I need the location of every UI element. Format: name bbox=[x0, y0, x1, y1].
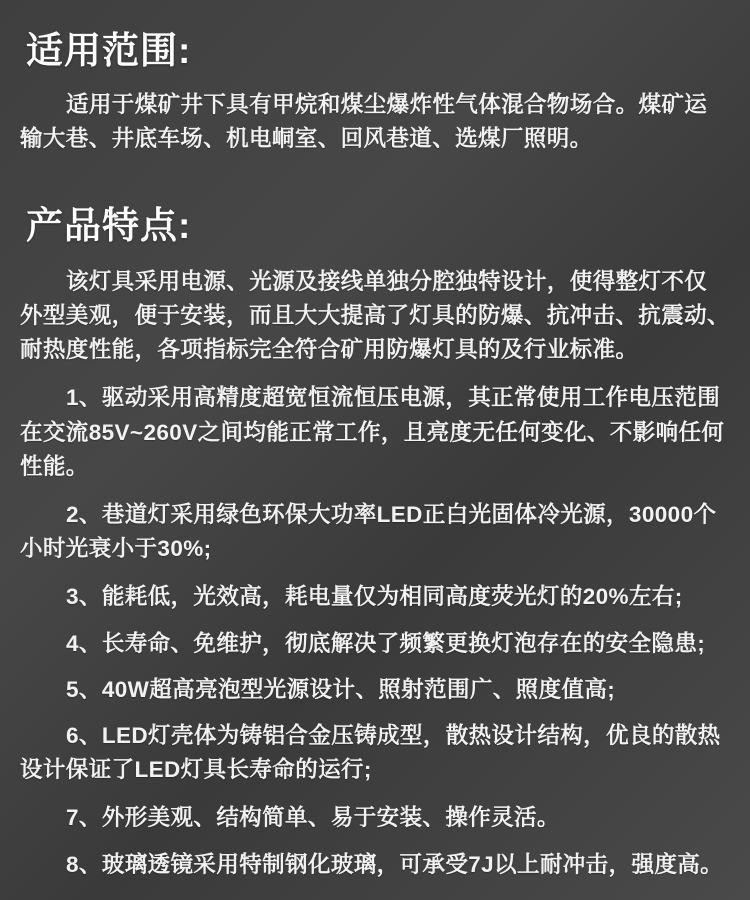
feature-item: 6、LED灯壳体为铸铝合金压铸成型，散热设计结构，优良的散热设计保证了LED灯具长寿命的运行; bbox=[20, 722, 721, 783]
feature-item: 4、长寿命、免维护，彻底解决了频繁更换灯泡存在的安全隐患; bbox=[66, 630, 706, 656]
feature-item: 2、巷道灯采用绿色环保大功率LED正白光固体冷光源，30000个小时光衰小于30%; bbox=[20, 502, 717, 562]
feature-item: 1、驱动采用高精度超宽恒流恒压电源，其正常使用工作电压范围在交流85V~260V之间均能正常工作，且亮度无任何变化、不影响任何性能。 bbox=[20, 385, 725, 479]
feature-item: 7、外形美观、结构简单、易于安装、操作灵活。 bbox=[66, 805, 560, 831]
section-features bbox=[14, 203, 736, 882]
section-scope-body bbox=[14, 88, 736, 156]
paragraph: 适用于煤矿井下具有甲烷和煤尘爆炸性气体混合物场合。煤矿运输大巷、井底车场、机电峒室、回风巷道、选煤厂照明。 bbox=[20, 92, 708, 152]
section-features-body bbox=[14, 265, 736, 882]
feature-item: 3、能耗低，光效高，耗电量仅为相同高度荧光灯的20%左右; bbox=[66, 584, 683, 610]
paragraph: 该灯具采用电源、光源及接线单独分腔独特设计，使得整灯不仅外型美观，便于安装，而且大大提高了灯具的防爆、抗冲击、抗震动、耐热度性能，各项指标完全符合矿用防爆灯具的及行业标准。 bbox=[20, 268, 730, 363]
feature-item: 5、40W超高亮泡型光源设计、照射范围广、照度值高; bbox=[66, 676, 616, 702]
section-scope bbox=[14, 28, 736, 157]
section-title-scope: 适用范围: bbox=[26, 30, 192, 71]
section-title-features: 产品特点: bbox=[26, 204, 192, 246]
feature-item: 8、玻璃透镜采用特制钢化玻璃，可承受7J以上耐冲击，强度高。 bbox=[66, 851, 724, 877]
